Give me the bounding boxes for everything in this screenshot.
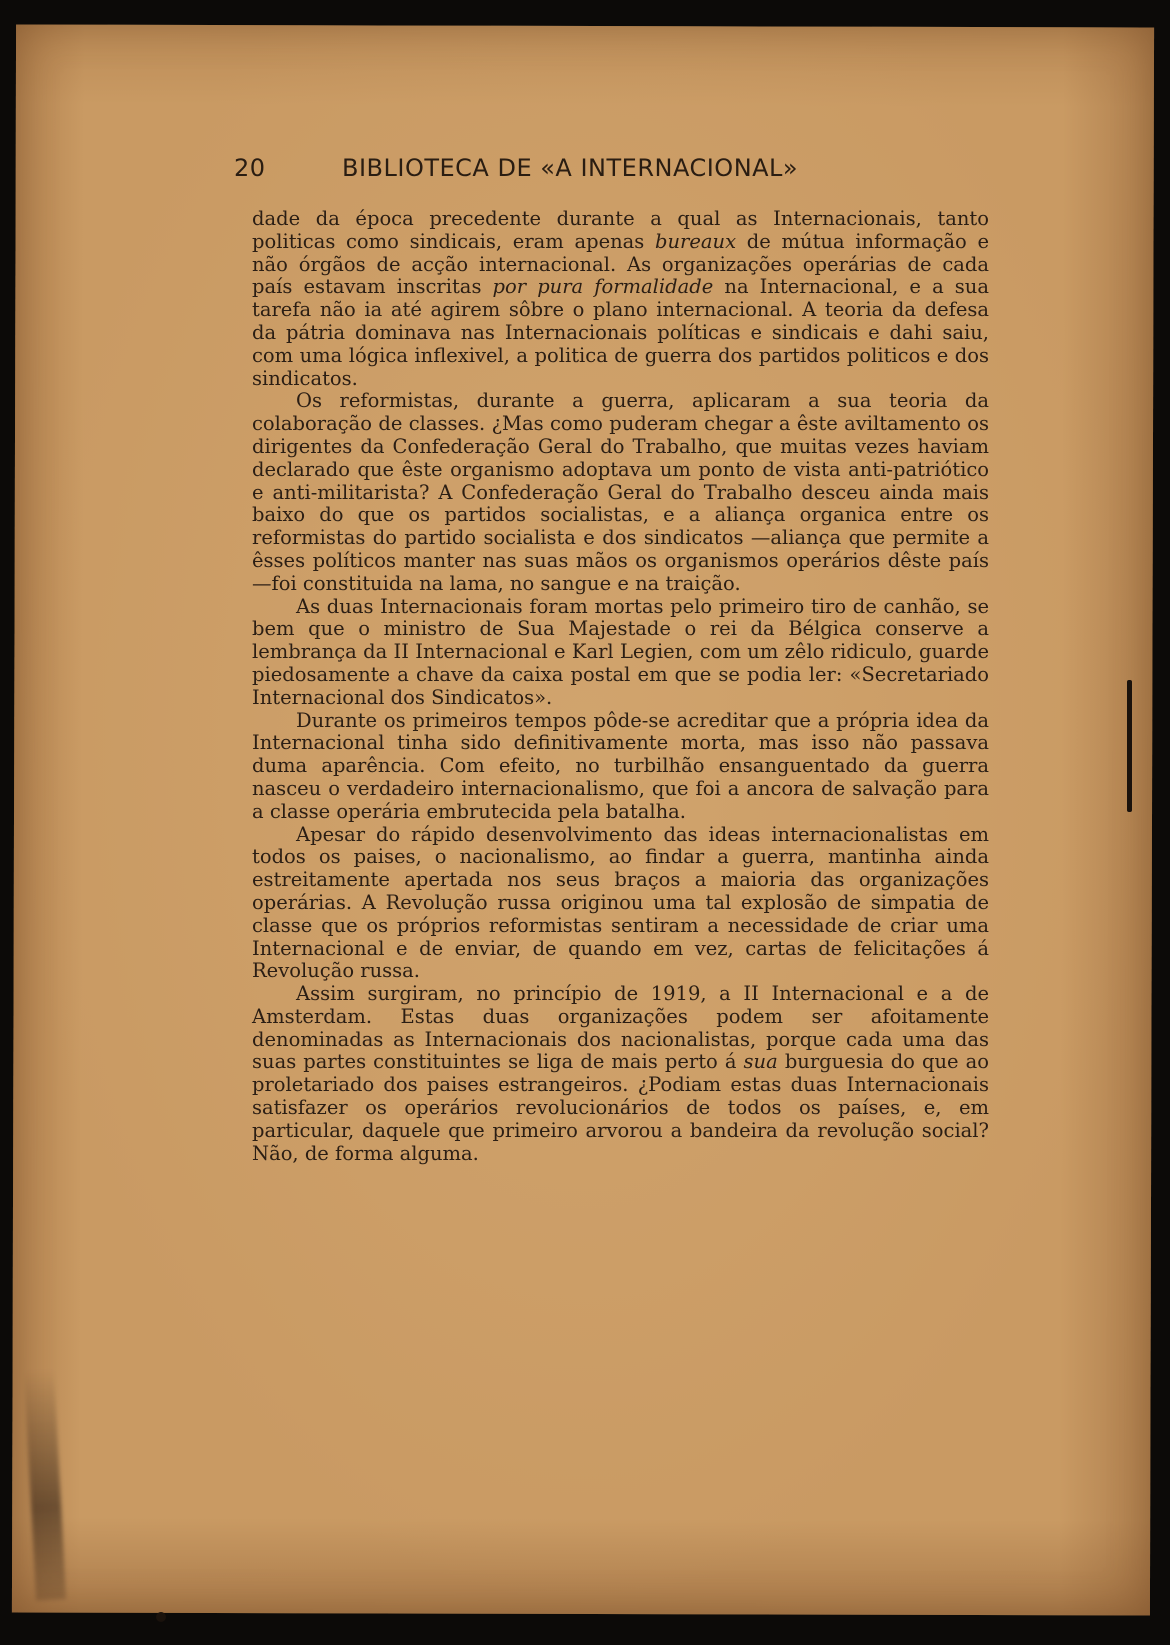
running-title: BIBLIOTECA DE «A INTERNACIONAL» [342, 154, 799, 182]
paragraph [252, 596, 989, 710]
italic-text: por pura formalidade [492, 275, 714, 299]
paragraph-text: na Internacional, e a sua tarefa não ia até agirem sôbre o plano internacional. A teoria da defesa da pátria dominava nas Internacionais políticas e sindicais e dahi saiu, com uma lógica inflexivel, a politica de guerra dos partidos politicos e dos sindicatos. [252, 275, 989, 390]
paragraph-text: Apesar do rápido desenvolvimento das ideas internacionalistas em todos os paises, o nacionalismo, ao findar a guerra, mantinha ainda estreitamente apertada nos seus braços a maioria das organizações operárias. A Revolução russa originou uma tal explosão de simpatia de classe que os próprios reformistas sentiram a necessidade de criar uma Internacional e de enviar, de quando em vez, cartas de felicitações á Revolução russa. [252, 822, 989, 983]
ink-dot [156, 1612, 166, 1622]
paragraph [252, 208, 989, 390]
paragraph [252, 983, 989, 1165]
paragraph [252, 710, 989, 824]
page-number: 20 [234, 154, 266, 182]
paragraph-text: de mútua informação e não órgãos de acção internacional. As organizações operárias de cada país estavam inscritas [252, 229, 989, 299]
paragraph-text: As duas Internacionais foram mortas pelo primeiro tiro de canhão, se bem que o ministro de Sua Majestade o rei da Bélgica conserve a lembrança da II Internacional e Karl Legien, com um zêlo ridiculo, guarde piedosamente a chave da caixa postal em que se podia ler: «Secretariado Internacional dos Sindicatos». [252, 594, 989, 709]
paragraph-text: Durante os primeiros tempos pôde-se acreditar que a própria idea da Internacional tinha sido definitivamente morta, mas isso não passava duma aparência. Com efeito, no turbilhão ensanguentado da guerra nasceu o verdadeiro internacionalismo, que foi a ancora de salvação para a classe operária embrutecida pela batalha. [252, 708, 989, 823]
paragraph [252, 824, 989, 984]
paragraph [252, 390, 989, 595]
italic-text: bureaux [655, 229, 737, 253]
paragraph-text: burguesia do que ao proletariado dos paises estrangeiros. ¿Podiam estas duas Internacionais satisfazer os operários revolucionários de todos os países, e, em particular, daquele que primeiro arvorou a bandeira da revolução social? Não, de forma alguma. [252, 1050, 989, 1165]
margin-mark [1127, 680, 1132, 812]
page-header [234, 154, 944, 188]
paragraph-text: Assim surgiram, no princípio de 1919, a II Internacional e a de Amsterdam. Estas duas organizações podem ser afoitamente denominadas as Internacionais dos nacionalistas, porque cada uma das suas partes constituintes se liga de mais perto á [252, 982, 989, 1074]
italic-text: sua [743, 1050, 778, 1074]
paragraph-text: dade da época precedente durante a qual as Internacionais, tanto politicas como sindicais, eram apenas [252, 207, 989, 253]
paragraph-text: Os reformistas, durante a guerra, aplicaram a sua teoria da colaboração de classes. ¿Mas como puderam chegar a êste aviltamento os dirigentes da Confederação Geral do Trabalho, que muitas vezes haviam declarado que êste organismo adoptava um ponto de vista anti-patriótico e anti-militarista? A Confederação Geral do Trabalho desceu ainda mais baixo do que os partidos socialistas, e a aliança organica entre os reformistas do partido socialista e dos sindicatos —aliança que permite a êsses políticos manter nas suas mãos os organismos operários dêste país—foi constituida na lama, no sangue e na traição. [252, 389, 989, 595]
body-text [252, 208, 989, 1165]
